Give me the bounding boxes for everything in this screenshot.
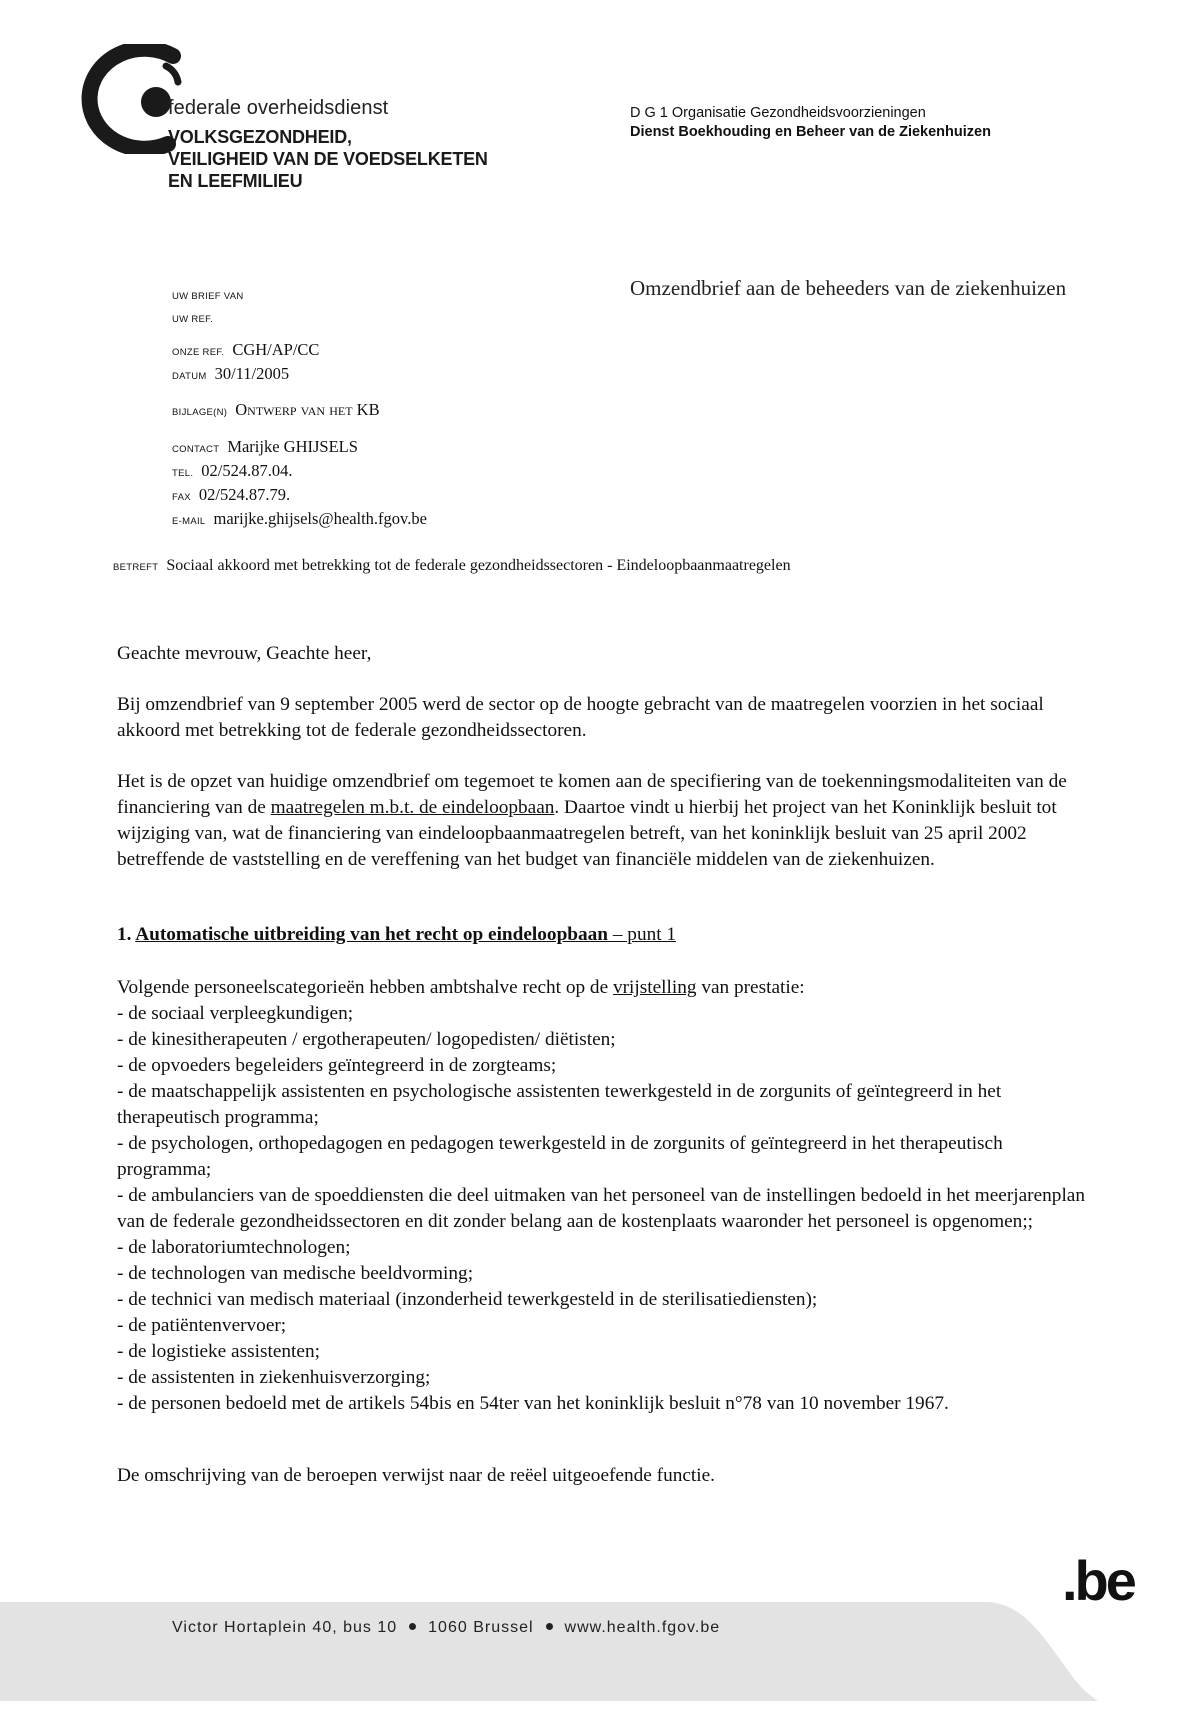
uw-brief-van-label: UW BRIEF VAN [172,291,244,302]
section-heading [117,922,1092,948]
dept-line-1: D G 1 Organisatie Gezondheidsvoorzieningen [630,105,926,121]
bullet-icon [546,1623,553,1630]
be-logo: .be [1062,1549,1134,1612]
contact-value: Marijke GHIJSELS [227,437,358,456]
datum-value: 30/11/2005 [214,364,290,383]
betreft-value: Sociaal akkoord met betrekking tot de federale gezondheidssectoren - Eindeloopbaanmaatregelen [166,557,791,574]
datum-row [172,364,289,384]
list-item: - de psychologen, orthopedagogen en pedagogen tewerkgesteld in de zorgunits of geïntegreerd in het therapeutisch programma; [117,1133,1003,1180]
list-intro-start: Volgende personeelscategorieën hebben ambtshalve recht op de [117,977,613,998]
contact-row [172,437,358,457]
paragraph-2-end: . Daartoe vindt u hierbij het project van het Koninklijk besluit tot wijziging van, wat de financiering van eindeloopbaanmaatregelen betreft, van het koninklijk besluit van 25 april 2002 betreffende de vaststelling en de vereffening van het budget van financiële middelen van de ziekenhuizen. [117,797,1057,870]
dept-line-2: Dienst Boekhouding en Beheer van de Ziekenhuizen [630,124,991,140]
list-item: - de laboratoriumtechnologen; [117,1237,351,1258]
bullet-icon [409,1623,416,1630]
betreft-row [113,557,791,575]
fax-value: 02/524.87.79. [198,485,291,504]
paragraph-2 [117,769,1092,873]
list-item: - de technologen van medische beeldvorming; [117,1263,474,1284]
list-item: - de personen bedoeld met de artikels 54bis en 54ter van het koninklijk besluit n°78 van 10 november 1967. [117,1393,949,1414]
list-item: - de ambulanciers van de spoeddiensten die deel uitmaken van het personeel van de instellingen bedoeld in het meerjarenplan van de federale gezondheidssectoren en dit zonder belang aan de kostenplaats waaronder het personeel is opgenomen;; [117,1185,1085,1232]
letter-title: Omzendbrief aan de beheeders van de ziekenhuizen [630,276,1067,300]
tel-label: TEL. [172,468,194,479]
org-department-lines [168,126,488,192]
organization-name [168,96,488,192]
email-value[interactable]: marijke.ghijsels@health.fgov.be [213,509,427,528]
org-fod-label: federale overheidsdienst [168,97,389,119]
footer-contact [172,1619,720,1637]
org-line-2: VEILIGHEID VAN DE VOEDSELKETEN [168,149,488,169]
closing-paragraph: De omschrijving van de beroepen verwijst naar de reëel uitgeoefende functie. [117,1465,716,1486]
uw-ref-label: UW REF. [172,314,214,325]
section-heading-tail: – punt 1 [608,924,677,945]
uw-ref-row [172,307,221,327]
section-heading-text: Automatische uitbreiding van het recht op eindeloopbaan [135,924,609,945]
bijlage-row [172,400,380,420]
paragraph-2-underlined: maatregelen m.b.t. de eindeloopbaan [270,797,555,818]
uw-brief-van-row [172,284,252,304]
tel-value: 02/524.87.04. [201,461,293,480]
list-intro-underlined: vrijstelling [612,977,697,998]
datum-label: DATUM [172,371,207,382]
paragraph-1: Bij omzendbrief van 9 september 2005 werd de sector op de hoogte gebracht van de maatregelen voorzien in het sociaal akkoord met betrekking tot de federale gezondheidssectoren. [117,694,1044,741]
list-item: - de patiëntenvervoer; [117,1315,287,1336]
org-line-3: EN LEEFMILIEU [168,171,303,191]
onze-ref-label: ONZE REF. [172,347,225,358]
footer-website[interactable]: www.health.fgov.be [564,1619,721,1636]
footer-city: 1060 Brussel [428,1619,534,1636]
onze-ref-row [172,340,319,360]
org-line-1: VOLKSGEZONDHEID, [168,127,352,147]
list-item: - de assistenten in ziekenhuisverzorging; [117,1367,431,1388]
fax-label: FAX [172,492,191,503]
list-item: - de maatschappelijk assistenten en psychologische assistenten tewerkgesteld in de zorgunits of geïntegreerd in het therapeutisch programma; [117,1081,1002,1128]
list-intro-end: van prestatie: [696,977,805,998]
tel-row [172,461,292,481]
contact-label: CONTACT [172,444,220,455]
bijlage-label: BIJLAGE(N) [172,407,228,418]
list-item: - de technici van medisch materiaal (inzonderheid tewerkgesteld in de sterilisatiediensten); [117,1289,818,1310]
list-item: - de logistieke assistenten; [117,1341,320,1362]
fax-row [172,485,290,505]
email-label: E-MAIL [172,516,206,527]
betreft-label: BETREFT [113,562,159,573]
paragraph-2-start: Het is de opzet van huidige omzendbrief om tegemoet te komen aan de specifiering van de toekenningsmodaliteiten van de financiering van de [117,771,1067,818]
bijlage-value: Ontwerp van het KB [235,400,380,419]
list-item: - de sociaal verpleegkundigen; [117,1003,354,1024]
section-heading-number: 1. [117,924,136,945]
list-item: - de opvoeders begeleiders geïntegreerd in de zorgteams; [117,1055,557,1076]
list-item: - de kinesitherapeuten / ergotherapeuten/ logopedisten/ diëtisten; [117,1029,616,1050]
email-row [172,509,427,529]
salutation: Geachte mevrouw, Geachte heer, [117,643,372,664]
onze-ref-value: CGH/AP/CC [232,340,320,359]
footer-address: Victor Hortaplein 40, bus 10 [172,1619,398,1636]
department-block [630,104,991,142]
personnel-list [117,975,1092,1417]
list-intro [117,975,1092,1001]
